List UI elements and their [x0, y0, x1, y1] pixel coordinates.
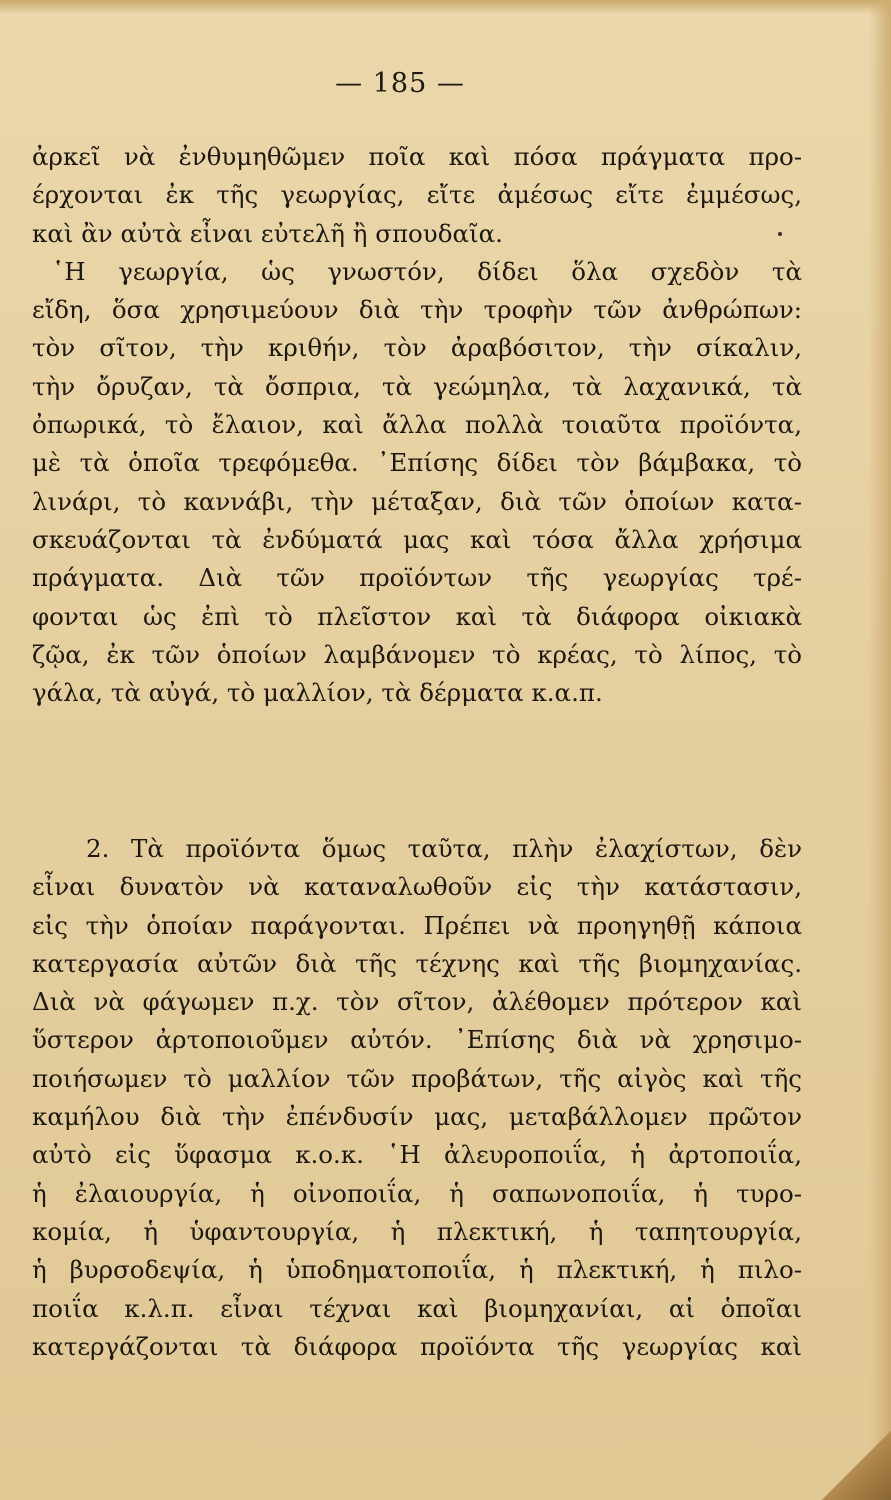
text-line: κομία, ἡ ὑφαντουργία, ἡ πλεκτική, ἡ ταπητουργία,: [32, 1216, 802, 1246]
text-line: εἰς τὴν ὁποίαν παράγονται. Πρέπει νὰ προηγηθῇ κάποια: [32, 910, 802, 940]
page-top-edge: [0, 0, 891, 14]
text-line: κατεργασία αὐτῶν διὰ τῆς τέχνης καὶ τῆς βιομηχανίας.: [32, 948, 802, 978]
page-right-edge: [869, 0, 891, 1500]
text-line: εἴδη, ὅσα χρησιμεύουν διὰ τὴν τροφὴν τῶν ἀνθρώπων:: [32, 295, 802, 325]
page-corner-fold: [821, 1430, 891, 1500]
text-line: ὕστερον ἀρτοποιοῦμεν αὐτόν. ᾿Επίσης διὰ νὰ χρησιμο-: [32, 1025, 802, 1055]
paragraph-1: [32, 138, 802, 712]
text-line: έρχονται ἐκ τῆς γεωργίας, εἴτε ἀμέσως εἴτε ἐμμέσως,: [32, 180, 802, 210]
text-line: φονται ὡς ἐπὶ τὸ πλεῖστον καὶ τὰ διάφορα οἰκιακὰ: [32, 601, 802, 631]
paragraph-2: [32, 830, 802, 1366]
text-line: ποιήσωμεν τὸ μαλλίον τῶν προβάτων, τῆς αἰγὸς καὶ τῆς: [32, 1063, 802, 1093]
text-line: ὀπωρικά, τὸ ἔλαιον, καὶ ἄλλα πολλὰ τοιαῦτα προϊόντα,: [32, 410, 802, 440]
text-line: κατεργάζονται τὰ διάφορα προϊόντα τῆς γεωργίας καὶ: [32, 1331, 802, 1361]
text-line: 2. Τὰ προϊόντα ὅμως ταῦτα, πλὴν ἐλαχίστων, δὲν: [86, 834, 802, 863]
text-line: ζῷα, ἐκ τῶν ὁποίων λαμβάνομεν τὸ κρέας, τὸ λίπος, τὸ: [32, 639, 802, 669]
text-line: ἡ βυρσοδεψία, ἡ ὑποδηματοποιΐα, ἡ πλεκτική, ἡ πιλο-: [32, 1255, 802, 1285]
text-line: μὲ τὰ ὁποῖα τρεφόμεθα. ᾿Επίσης δίδει τὸν βάμβακα, τὸ: [32, 448, 802, 478]
text-line: Διὰ νὰ φάγωμεν π.χ. τὸν σῖτον, ἀλέθομεν πρότερον καὶ: [32, 987, 802, 1017]
page-number: — 185 —: [335, 68, 465, 99]
text-line: τὸν σῖτον, τὴν κριθήν, τὸν ἀραβόσιτον, τὴν σίκαλιν,: [32, 333, 802, 363]
text-line: καὶ ἂν αὐτὰ εἶναι εὐτελῆ ἢ σπουδαῖα.: [32, 218, 503, 248]
text-line: λινάρι, τὸ καννάβι, τὴν μέταξαν, διὰ τῶν ὁποίων κατα-: [32, 486, 802, 516]
text-line: σκευάζονται τὰ ἐνδύματά μας καὶ τόσα ἄλλα χρήσιμα: [32, 524, 802, 554]
text-line: καμήλου διὰ τὴν ἐπένδυσίν μας, μεταβάλλομεν πρῶτον: [32, 1102, 802, 1132]
text-line: πράγματα. Διὰ τῶν προϊόντων τῆς γεωργίας τρέ-: [32, 563, 802, 593]
text-line: γάλα, τὰ αὐγά, τὸ μαλλίον, τὰ δέρματα κ.α.π.: [32, 678, 603, 708]
text-line: ἡ ἐλαιουργία, ἡ οἰνοποιΐα, ἡ σαπωνοποιΐα, ἡ τυρο-: [32, 1178, 802, 1208]
text-line: τὴν ὄρυζαν, τὰ ὄσπρια, τὰ γεώμηλα, τὰ λαχανικά, τὰ: [32, 371, 802, 401]
text-line: εἶναι δυνατὸν νὰ καταναλωθοῦν εἰς τὴν κατάστασιν,: [32, 872, 802, 902]
text-line: αὐτὸ εἰς ὕφασμα κ.ο.κ. ῾Η ἀλευροποιΐα, ἡ ἀρτοποιΐα,: [32, 1140, 802, 1170]
text-line: ῾Η γεωργία, ὡς γνωστόν, δίδει ὅλα σχεδὸν τὰ: [52, 256, 802, 286]
text-line: ποιΐα κ.λ.π. εἶναι τέχναι καὶ βιομηχανίαι, αἱ ὁποῖαι: [32, 1293, 802, 1323]
text-line: ἀρκεῖ νὰ ἐνθυμηθῶμεν ποῖα καὶ πόσα πράγματα προ-: [32, 142, 802, 171]
